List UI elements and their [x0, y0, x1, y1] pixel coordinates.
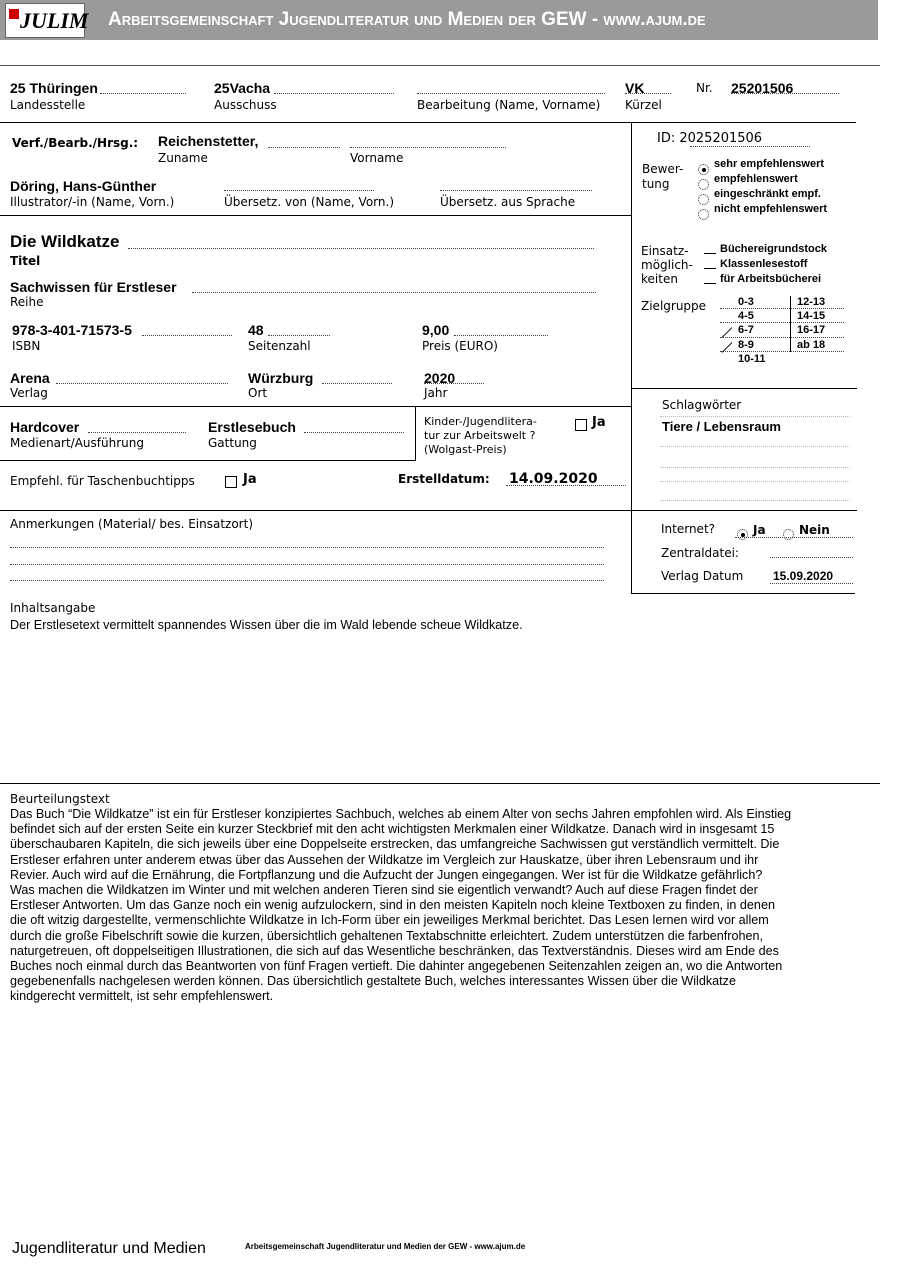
- rating-option-label: nicht empfehlenswert: [714, 203, 828, 215]
- verlag-datum-value: 15.09.2020: [773, 569, 834, 583]
- zielgruppe-label: Zielgruppe: [641, 299, 707, 313]
- nr-line: [731, 93, 839, 94]
- ausschuss-line: [274, 93, 394, 94]
- erstelldatum-line: [506, 485, 626, 486]
- zielgruppe-option[interactable]: 16-17: [797, 324, 826, 336]
- isbn-value: 978-3-401-71573-5: [12, 322, 132, 338]
- text-line: durch die große Fibelschrift sowie die kurzen, übersichtlich gehaltenen Textabschnitte erleichtert. Zudem unterstützen die farbenfrohen,: [10, 928, 764, 943]
- zielgruppe-line: [720, 337, 844, 338]
- seitenzahl-label: Seitenzahl: [248, 339, 311, 353]
- text-line: Das Buch “Die Wildkatze” ist ein für Erstleser konzipiertes Sachbuch, welches ab einem Alter von sechs Jahren empfohlen wird. Als Einstieg: [10, 807, 792, 821]
- ausschuss-label: Ausschuss: [214, 98, 277, 112]
- zentraldatei-label: Zentraldatei:: [661, 546, 739, 560]
- internet-line: [735, 537, 853, 538]
- checkbox-icon[interactable]: [575, 419, 587, 431]
- gattung-label: Gattung: [208, 436, 257, 450]
- text-line: die oft witzig dargestellte, vermenschlichte Wildkatze in Ich-Form über ein jeweiliges Merkmal berichtet. Das Lesen lernen wird vor allem: [10, 913, 769, 928]
- reihe-line: [192, 292, 596, 293]
- zielgruppe-option[interactable]: 0-3: [738, 296, 754, 308]
- uebersetzt-von-line: [224, 190, 374, 191]
- landesstelle-line: [100, 93, 186, 94]
- vorname-line: [350, 147, 506, 148]
- internet-nein-radio[interactable]: [783, 524, 794, 543]
- medienart-value: Hardcover: [10, 419, 80, 435]
- jahr-label: Jahr: [424, 386, 448, 400]
- zielgruppe-line: [720, 308, 844, 309]
- schlagwoerter-line: [660, 481, 850, 482]
- rating-option-label: empfehlenswert: [714, 173, 798, 185]
- logo: [5, 3, 89, 38]
- zielgruppe-option[interactable]: 14-15: [797, 310, 826, 322]
- gattung-value: Erstlesebuch: [208, 419, 296, 435]
- verlag-line: [56, 383, 228, 384]
- footer-left: Jugendliteratur und Medien: [12, 1240, 206, 1257]
- illustrator-value: Döring, Hans-Günther: [10, 178, 157, 194]
- kuerzel-value: VK: [625, 80, 645, 96]
- kinder-jugend-label: (Wolgast-Preis): [424, 443, 507, 456]
- illustrator-label: Illustrator/-in (Name, Vorn.): [10, 195, 175, 209]
- landesstelle-label: Landesstelle: [10, 98, 86, 112]
- text-line: gegebenenfalls nachgelesen werden können. Das übersichtlich gestaltete Buch, welches interessantes Wissen über die Wildkatze: [10, 974, 736, 989]
- checkbox-icon[interactable]: [225, 476, 237, 488]
- kuerzel-label: Kürzel: [625, 98, 662, 112]
- einsatz-option-label: für Arbeitsbücherei: [720, 273, 822, 285]
- ort-line: [322, 383, 392, 384]
- einsatz-label: möglich-: [641, 258, 693, 272]
- schlagwoerter-label: Schlagwörter: [662, 398, 742, 412]
- vorname-label: Vorname: [350, 151, 404, 165]
- text-line: naturgetreuen, oft doppelseitigen Illustrationen, die sich auf das Wesentliche beschränken, das Textverständnis. Dieses wird am Ende des: [10, 943, 779, 958]
- divider: [0, 783, 880, 784]
- preis-value: 9,00: [422, 322, 450, 338]
- kinder-jugend-ja: Ja: [592, 415, 606, 430]
- zielgruppe-line: [720, 322, 844, 323]
- bearbeitung-line: [417, 93, 605, 94]
- internet-ja-label: Ja: [753, 523, 766, 537]
- text-line: Was machen die Wildkatzen im Winter und mit welchen anderen Tieren sind sie eigentlich verwandt? Auch auf diese Fragen findet der: [10, 883, 758, 898]
- ausschuss-value: 25Vacha: [214, 80, 271, 96]
- divider: [631, 388, 857, 389]
- text-line: Erstleser erfahren unter anderem etwas über das Aussehen der Wildkatze im Vergleich zur Hauskatze, über ihren Lebensraum und ihr: [10, 852, 759, 867]
- verlag-label: Verlag: [10, 386, 48, 400]
- rating-option[interactable]: [698, 204, 709, 223]
- text-line: Buches noch einmal durch das Beantworten von fünf Fragen vertieft. Die dahinter angegebenen Seitenzahlen zeigen an, wo die Antworten: [10, 959, 783, 974]
- inhaltsangabe-label: Inhaltsangabe: [10, 601, 96, 615]
- kuerzel-line: [625, 93, 671, 94]
- preis-label: Preis (EURO): [422, 339, 498, 353]
- uebersetzt-aus-label: Übersetz. aus Sprache: [440, 195, 576, 209]
- reihe-value: Sachwissen für Erstleser: [10, 279, 177, 295]
- zentraldatei-line: [770, 557, 853, 558]
- divider: [631, 510, 857, 511]
- id-field: ID: 2025201506: [657, 131, 763, 146]
- titel-label: Titel: [10, 254, 41, 268]
- radio-icon[interactable]: [783, 529, 794, 540]
- divider: [0, 215, 631, 216]
- zielgruppe-divider: [790, 296, 791, 352]
- text-line: Erstleser Antworten. Um das Ganze noch ein wenig aufzulockern, sind in den meisten Kapiteln noch kleine Textboxen zu finden, in denen: [10, 898, 775, 913]
- schlagwoerter-line: [660, 446, 850, 447]
- zielgruppe-option[interactable]: 6-7: [738, 324, 754, 336]
- logo-mark-icon: [9, 9, 19, 19]
- einsatz-label: keiten: [641, 272, 678, 286]
- header-title: Arbeitsgemeinschaft Jugendliteratur und Medien der GEW - www.ajum.de: [108, 9, 706, 30]
- bewertung-label: tung: [642, 177, 670, 191]
- divider: [0, 65, 880, 66]
- ort-label: Ort: [248, 386, 268, 400]
- reihe-label: Reihe: [10, 295, 44, 309]
- zuname-label: Zuname: [158, 151, 208, 165]
- schlagwoerter-line: [660, 416, 850, 417]
- footer-right: Arbeitsgemeinschaft Jugendliteratur und Medien der GEW - www.ajum.de: [245, 1242, 526, 1251]
- medienart-label: Medienart/Ausführung: [10, 436, 144, 450]
- divider: [0, 460, 415, 461]
- bewertung-label: Bewer-: [642, 162, 684, 176]
- zuname-line: [268, 147, 340, 148]
- rating-option-label: eingeschränkt empf.: [714, 188, 821, 200]
- divider: [0, 122, 856, 123]
- einsatz-option-label: Klassenlesestoff: [720, 258, 808, 270]
- radio-icon[interactable]: [698, 209, 709, 220]
- ort-value: Würzburg: [248, 370, 314, 386]
- zielgruppe-line: [720, 351, 844, 352]
- logo-text: JULIM: [20, 8, 89, 33]
- zielgruppe-option[interactable]: ab 18: [797, 339, 826, 351]
- internet-ja-radio[interactable]: [737, 524, 748, 543]
- radio-selected-icon[interactable]: [737, 529, 748, 540]
- rating-option-label: sehr empfehlenswert: [714, 158, 825, 170]
- anmerkungen-line: [10, 564, 604, 565]
- jahr-line: [424, 383, 484, 384]
- anmerkungen-label: Anmerkungen (Material/ bes. Einsatzort): [10, 517, 253, 531]
- kinder-jugend-label: Kinder-/Jugendlitera-: [424, 415, 537, 428]
- erstelldatum-label: Erstelldatum:: [398, 472, 490, 486]
- taschenbuch-ja: Ja: [243, 472, 257, 487]
- text-line: befindet sich auf der ersten Seite ein kurzer Steckbrief mit den acht wichtigsten Merkmalen einer Wildkatze. Danach wird in insgesamt 15: [10, 822, 775, 837]
- preis-line: [454, 335, 548, 336]
- kinder-jugend-checkbox[interactable]: [575, 415, 587, 434]
- internet-label: Internet?: [661, 522, 716, 536]
- verfasser-label: Verf./Bearb./Hrsg.:: [12, 136, 139, 150]
- gattung-line: [304, 432, 404, 433]
- divider: [631, 122, 632, 594]
- einsatz-checkbox[interactable]: [704, 283, 716, 284]
- schlagwoerter-line: [660, 467, 850, 468]
- nr-value: 25201506: [731, 80, 794, 96]
- isbn-line: [142, 335, 232, 336]
- einsatz-checkbox[interactable]: [704, 253, 716, 254]
- einsatz-checkbox[interactable]: [704, 268, 716, 269]
- zielgruppe-option[interactable]: 4-5: [738, 310, 754, 322]
- taschenbuch-label: Empfehl. für Taschenbuchtipps: [10, 474, 195, 488]
- anmerkungen-line: [10, 547, 604, 548]
- verlag-datum-label: Verlag Datum: [661, 569, 744, 583]
- zielgruppe-option[interactable]: 12-13: [797, 296, 826, 308]
- text-line: Revier. Auch wird auf die Ernährung, die Fortpflanzung und die Aufzucht der Jungen eingegangen. Wer ist für die Wildkatze gefährlich?: [10, 867, 763, 882]
- internet-nein-label: Nein: [799, 523, 830, 537]
- divider: [631, 593, 855, 594]
- schlagwoerter-value: Tiere / Lebensraum: [662, 419, 781, 434]
- divider: [0, 406, 631, 407]
- jahr-value: 2020: [424, 370, 456, 386]
- verlag-datum-line: [770, 583, 853, 584]
- einsatz-label: Einsatz-: [641, 244, 689, 258]
- titel-value: Die Wildkatze: [10, 232, 120, 251]
- schlagwoerter-line: [660, 500, 850, 501]
- kinder-jugend-label: tur zur Arbeitswelt ?: [424, 429, 536, 442]
- medienart-line: [88, 432, 186, 433]
- text-line: kindgerecht vermittelt, ist sehr empfehlenswert.: [10, 989, 274, 1004]
- inhaltsangabe-text: Der Erstlesetext vermittelt spannendes Wissen über die im Wald lebende scheue Wildkatze.: [10, 618, 523, 632]
- zuname-value: Reichenstetter,: [158, 133, 259, 149]
- id-line: [690, 146, 810, 147]
- uebersetzt-von-label: Übersetz. von (Name, Vorn.): [224, 195, 395, 209]
- divider: [0, 510, 631, 511]
- zielgruppe-option[interactable]: 10-11: [738, 353, 766, 365]
- verlag-value: Arena: [10, 370, 50, 386]
- seitenzahl-value: 48: [248, 322, 264, 338]
- beurteilungstext-body: [10, 807, 860, 1005]
- seitenzahl-line: [268, 335, 330, 336]
- erstelldatum-value: 14.09.2020: [509, 471, 598, 487]
- text-line: überschaubaren Kapiteln, die sich jeweils über eine Doppelseite erstrecken, das umfangreiche Sachwissen gut verständlich vermittelt. Die: [10, 837, 780, 852]
- taschenbuch-checkbox[interactable]: [225, 472, 237, 491]
- zielgruppe-option[interactable]: 8-9: [738, 339, 754, 351]
- einsatz-option-label: Büchereigrundstock: [720, 243, 827, 255]
- anmerkungen-line: [10, 580, 604, 581]
- beurteilungstext-label: Beurteilungstext: [10, 792, 110, 806]
- titel-line: [128, 248, 594, 249]
- divider: [415, 406, 416, 461]
- nr-label: Nr.: [696, 81, 713, 95]
- uebersetzt-aus-line: [440, 190, 592, 191]
- landesstelle-value: 25 Thüringen: [10, 80, 98, 96]
- bearbeitung-label: Bearbeitung (Name, Vorname): [417, 98, 601, 112]
- isbn-label: ISBN: [12, 339, 41, 353]
